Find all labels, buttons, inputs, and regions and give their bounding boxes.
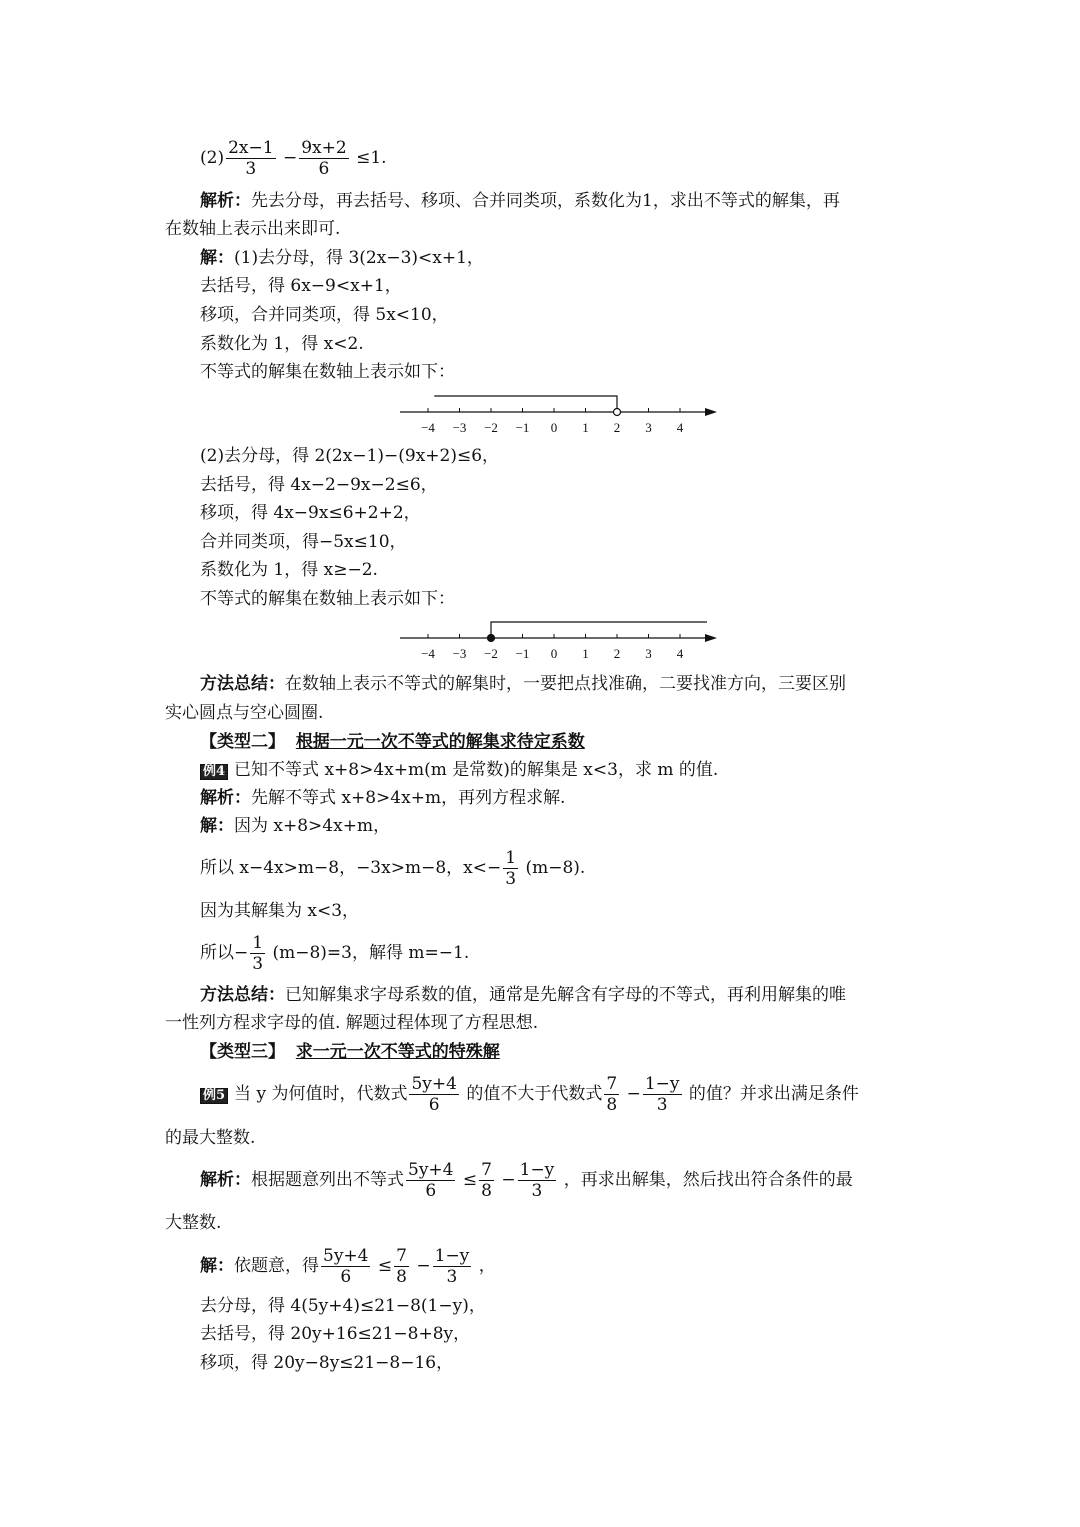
solution-5 [200, 1246, 496, 1287]
open-circle [614, 409, 621, 416]
solution-step: ， [478, 1256, 496, 1276]
analysis-text: 根据题意列出不等式 [251, 1170, 404, 1190]
fraction-denominator: 3 [505, 869, 517, 889]
fraction [479, 1160, 494, 1201]
axis-tick-label: −3 [452, 420, 467, 435]
number-line-2 [395, 614, 725, 666]
example-tag: 例4 [200, 764, 228, 780]
fraction-numerator: 1 [252, 933, 264, 953]
analysis-line-2 [165, 218, 340, 240]
fraction [406, 1160, 455, 1201]
solution-line [200, 247, 484, 269]
fraction-numerator: 1−y [434, 1246, 470, 1266]
analysis-label: 解析： [200, 191, 251, 211]
fraction-denominator: 8 [606, 1095, 618, 1115]
fraction [394, 1246, 409, 1287]
solution-step: 因为 x+8>4x+m， [234, 816, 391, 836]
solution-step: 系数化为 1，得 x<2. [200, 334, 364, 354]
axis-tick-label: 2 [613, 420, 621, 435]
solution-4-3 [200, 900, 359, 922]
fraction-denominator: 6 [428, 1095, 440, 1115]
method-summary-text: 一性列方程求字母的值. 解题过程体现了方程思想. [165, 1013, 539, 1033]
fraction-denominator: 6 [340, 1267, 352, 1287]
fraction [250, 933, 265, 974]
solution-4-1 [200, 815, 390, 837]
solution-step: 所以− [200, 943, 249, 963]
method-summary-text: 实心圆点与空心圆圈. [165, 703, 324, 723]
axis-tick-label: −2 [484, 646, 498, 661]
axis-arrow [705, 634, 717, 642]
solution-line [200, 445, 499, 467]
analysis-text: 先去分母，再去括号、移项、合并同类项，系数化为1，求出不等式的解集，再 [251, 191, 840, 211]
method-summary-label: 方法总结： [200, 674, 285, 694]
solution-step: (m−8)=3，解得 m=−1. [272, 943, 470, 963]
fraction-numerator: 1−y [644, 1074, 680, 1094]
solution-step: 去括号，得 20y+16≤21−8+8y， [200, 1324, 471, 1344]
axis-tick-label: 1 [582, 646, 589, 661]
axis-tick-label: −1 [515, 420, 530, 435]
type-label: 【类型二】 [200, 732, 285, 752]
solution-line [200, 474, 438, 496]
fraction [604, 1074, 619, 1115]
solution-step: 系数化为 1，得 x≥−2. [200, 560, 378, 580]
analysis-text: 大整数. [165, 1213, 222, 1233]
analysis-label: 解析： [200, 1170, 251, 1190]
type-title: 根据一元一次不等式的解集求待定系数 [295, 732, 585, 752]
axis-tick-label: 4 [676, 420, 684, 435]
solution-step: 移项，得 4x−9x≤6+2+2， [200, 503, 421, 523]
solution-4-4 [200, 933, 469, 974]
axis-tick-label: 2 [613, 646, 621, 661]
fraction-numerator: 5y+4 [323, 1246, 369, 1266]
fraction-denominator: 3 [531, 1181, 543, 1201]
example-text: 的最大整数. [165, 1128, 256, 1148]
problem-2 [200, 138, 387, 179]
fraction [518, 1160, 557, 1201]
number-line-1 [395, 388, 725, 440]
minus-sign: − [626, 1084, 641, 1104]
fraction-denominator: 8 [396, 1267, 407, 1287]
solution-line [200, 361, 455, 383]
minus-sign: − [416, 1256, 431, 1276]
fraction-numerator: 1−y [519, 1160, 555, 1180]
analysis-5 [200, 1160, 853, 1201]
solution-line [200, 588, 455, 610]
solution-step: (2)去分母，得 2(2x−1)−(9x+2)≤6， [200, 446, 500, 466]
solution-step: 合并同类项，得−5x≤10， [200, 532, 407, 552]
solution-label: 解： [200, 248, 234, 268]
solution-step: 移项，合并同类项，得 5x<10， [200, 305, 449, 325]
minus-sign: − [282, 148, 298, 168]
analysis-label: 解析： [200, 788, 251, 808]
fraction [226, 138, 275, 179]
fraction-numerator: 7 [606, 1074, 618, 1094]
fraction-denominator: 3 [252, 954, 264, 974]
le-sign: ≤ [377, 1256, 393, 1276]
type-label: 【类型三】 [200, 1042, 285, 1062]
analysis-text: 在数轴上表示出来即可. [165, 219, 341, 239]
type-2-heading [200, 731, 585, 753]
fraction [643, 1074, 682, 1115]
analysis-text: 先解不等式 x+8>4x+m，再列方程求解. [251, 788, 566, 808]
solution-line [200, 1352, 453, 1374]
problem-2-tail: ≤1. [356, 148, 387, 168]
fraction [409, 1074, 458, 1115]
axis-tick-label: −3 [452, 646, 467, 661]
solution-step: (1)去分母，得 3(2x−3)<x+1， [234, 248, 484, 268]
fraction-denominator: 6 [318, 159, 330, 179]
fraction [321, 1246, 370, 1287]
axis-tick-label: −4 [421, 646, 435, 661]
axis-tick-label: −4 [421, 420, 435, 435]
solution-step: 因为其解集为 x<3， [200, 901, 360, 921]
axis-tick-label: 0 [550, 420, 558, 435]
example-4 [200, 759, 718, 781]
example-text: 已知不等式 x+8>4x+m(m 是常数)的解集是 x<3，求 m 的值. [234, 760, 719, 780]
solution-line [200, 1295, 486, 1317]
fraction [433, 1246, 472, 1287]
solution-ray [434, 396, 617, 408]
analysis-text: ，再求出解集，然后找出符合条件的最 [563, 1170, 853, 1190]
solution-line [200, 304, 449, 326]
solution-line [200, 559, 378, 581]
example-tag: 例5 [200, 1088, 228, 1104]
solution-step: 所以 x−4x>m−8，−3x>m−8，x<− [200, 858, 502, 878]
solution-label: 解： [200, 816, 234, 836]
le-sign: ≤ [462, 1170, 478, 1190]
fraction-numerator: 1 [505, 848, 517, 868]
solution-step: (m−8). [525, 858, 586, 878]
axis-tick-label: 1 [582, 420, 589, 435]
solution-line [200, 333, 364, 355]
method-summary-1b [165, 702, 323, 724]
solution-line [200, 502, 421, 524]
solution-ray [491, 622, 707, 634]
solution-step: 不等式的解集在数轴上表示如下： [200, 362, 455, 382]
example-5 [200, 1074, 859, 1115]
solution-step: 移项，得 20y−8y≤21−8−16， [200, 1353, 454, 1373]
method-summary-2 [200, 984, 846, 1006]
solution-4-2 [200, 848, 585, 889]
type-3-heading [200, 1041, 500, 1063]
solution-step: 去分母，得 4(5y+4)≤21−8(1−y)， [200, 1296, 486, 1316]
example-text: 的值？并求出满足条件 [688, 1084, 859, 1104]
fraction-numerator: 7 [481, 1160, 492, 1180]
fraction-denominator: 3 [446, 1267, 458, 1287]
fraction-denominator: 3 [656, 1095, 668, 1115]
axis-tick-label: −2 [484, 420, 498, 435]
solution-step: 不等式的解集在数轴上表示如下： [200, 589, 455, 609]
solution-step: 去括号，得 4x−2−9x−2≤6， [200, 475, 438, 495]
fraction [503, 848, 518, 889]
axis-tick-label: 4 [676, 646, 684, 661]
analysis-5b [165, 1212, 221, 1234]
type-title: 求一元一次不等式的特殊解 [295, 1042, 500, 1062]
fraction-numerator: 2x−1 [228, 138, 274, 158]
fraction-numerator: 9x+2 [301, 138, 347, 158]
method-summary-text: 在数轴上表示不等式的解集时，一要把点找准确，二要找准方向，三要区别 [285, 674, 846, 694]
method-summary-label: 方法总结： [200, 985, 285, 1005]
analysis-4 [200, 787, 565, 809]
solution-step: 去括号，得 6x−9<x+1， [200, 276, 402, 296]
axis-tick-label: 0 [550, 646, 558, 661]
axis-arrow [705, 408, 717, 416]
fraction-numerator: 5y+4 [408, 1160, 454, 1180]
method-summary-1 [200, 673, 846, 695]
solution-line [200, 1323, 470, 1345]
method-summary-text: 已知解集求字母系数的值，通常是先解含有字母的不等式，再利用解集的唯 [285, 985, 846, 1005]
axis-tick-label: 3 [645, 646, 652, 661]
solution-line [200, 275, 402, 297]
fraction-denominator: 3 [245, 159, 257, 179]
analysis-line-1 [200, 190, 840, 212]
solid-dot [488, 635, 495, 642]
solution-line [200, 531, 407, 553]
axis-tick-label: −1 [515, 646, 530, 661]
fraction-numerator: 7 [396, 1246, 407, 1266]
example-5b [165, 1127, 255, 1149]
example-text: 当 y 为何值时，代数式 [234, 1084, 408, 1104]
solution-step: 依题意，得 [234, 1256, 319, 1276]
minus-sign: − [501, 1170, 516, 1190]
fraction [299, 138, 348, 179]
fraction-numerator: 5y+4 [411, 1074, 457, 1094]
example-text: 的值不大于代数式 [466, 1084, 603, 1104]
fraction-denominator: 6 [425, 1181, 437, 1201]
method-summary-2b [165, 1012, 538, 1034]
problem-2-prefix: (2) [200, 148, 225, 168]
axis-tick-label: 3 [645, 420, 652, 435]
fraction-denominator: 8 [481, 1181, 492, 1201]
solution-label: 解： [200, 1256, 234, 1276]
